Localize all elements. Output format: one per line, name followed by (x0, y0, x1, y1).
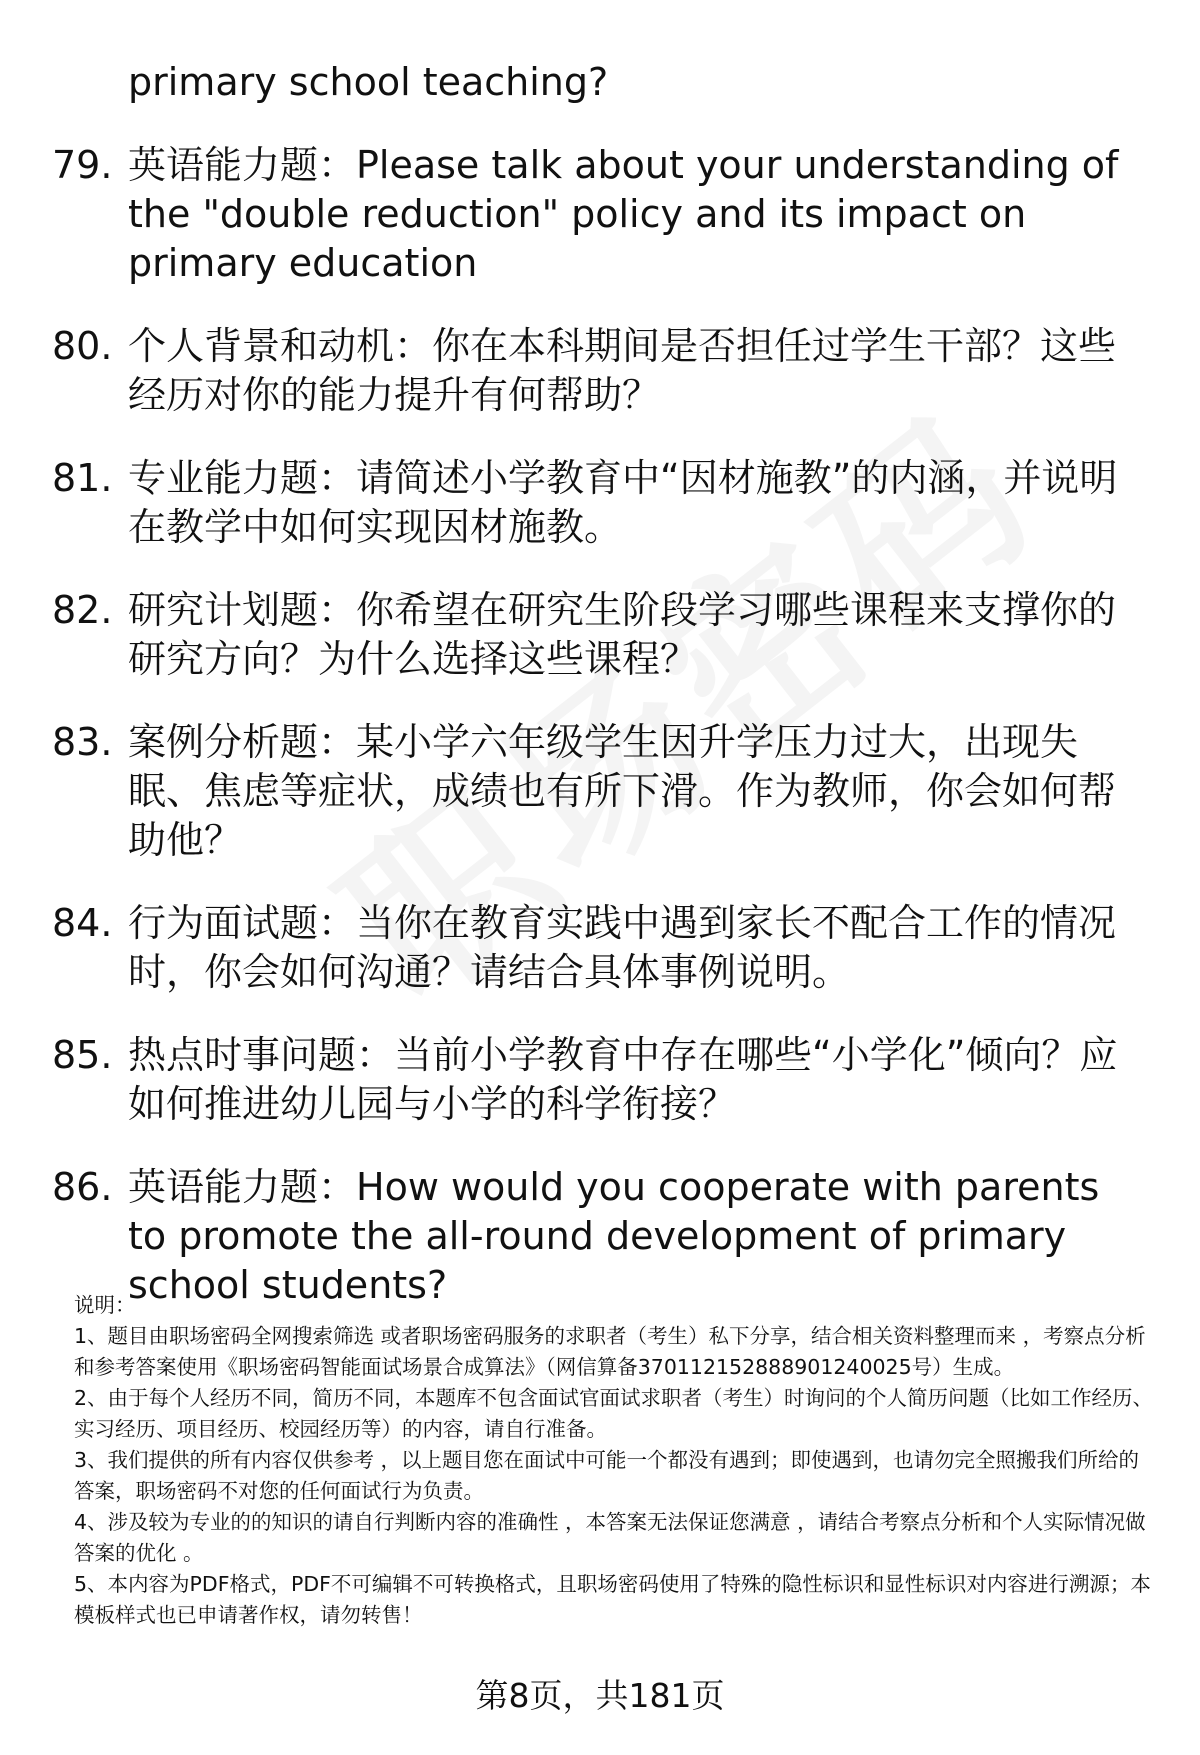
note-item: 5、本内容为PDF格式，PDF不可编辑不可转换格式，且职场密码使用了特殊的隐性标识和显性标识对内容进行溯源；本模板样式也已申请著作权，请勿转售！ (74, 1572, 1151, 1627)
question-number: 79. (52, 143, 113, 187)
question-78-continuation: primary school teaching? (128, 60, 609, 104)
question-text: 个人背景和动机：你在本科期间是否担任过学生干部？这些经历对你的能力提升有何帮助？ (128, 324, 1117, 417)
page-number: 第8页，共181页 (475, 1676, 725, 1715)
question-number: 81. (52, 456, 113, 500)
note-item: 1、题目由职场密码全网搜索筛选 或者职场密码服务的求职者（考生）私下分享，结合相关资料整理而来 ，考察点分析和参考答案使用《职场密码智能面试场景合成算法》（网信算备370112152888901240025号）生成。 (74, 1324, 1146, 1379)
question-text: 英语能力题：How would you cooperate with parents to promote the all-round development of primary school students? (128, 1165, 1100, 1307)
notes-section (74, 1290, 1154, 1631)
question-number: 84. (52, 901, 113, 945)
question-item (0, 322, 1200, 420)
question-number: 82. (52, 588, 113, 632)
question-item (0, 899, 1200, 997)
note-item: 3、我们提供的所有内容仅供参考 ，以上题目您在面试中可能一个都没有遇到；即使遇到，也请勿完全照搬我们所给的答案，职场密码不对您的任何面试行为负责。 (74, 1448, 1140, 1503)
note-item: 2、由于每个人经历不同，简历不同，本题库不包含面试官面试求职者（考生）时询问的个人简历问题（比如工作经历、实习经历、项目经历、校园经历等）的内容，请自行准备。 (74, 1386, 1154, 1441)
note-item: 4、涉及较为专业的的知识的请自行判断内容的准确性 ，本答案无法保证您满意 ，请结合考察点分析和个人实际情况做答案的优化 。 (74, 1510, 1146, 1565)
question-list (0, 141, 1200, 1344)
question-number: 85. (52, 1033, 113, 1077)
question-number: 80. (52, 324, 113, 368)
question-item (0, 454, 1200, 552)
question-text: 行为面试题：当你在教育实践中遇到家长不配合工作的情况时，你会如何沟通？请结合具体事例说明。 (128, 901, 1117, 994)
question-text: 案例分析题：某小学六年级学生因升学压力过大，出现失眠、焦虑等症状，成绩也有所下滑。作为教师，你会如何帮助他？ (128, 720, 1117, 862)
question-text: 研究计划题：你希望在研究生阶段学习哪些课程来支撑你的研究方向？为什么选择这些课程？ (128, 588, 1117, 681)
question-item (0, 1031, 1200, 1129)
question-number: 83. (52, 720, 113, 764)
question-text: 英语能力题：Please talk about your understanding of the "double reduction" policy and its impact on primary education (128, 143, 1119, 285)
question-text: 专业能力题：请简述小学教育中“因材施教”的内涵，并说明在教学中如何实现因材施教。 (128, 456, 1118, 549)
question-item (0, 586, 1200, 684)
question-item (0, 141, 1200, 288)
notes-heading: 说明： (74, 1293, 136, 1317)
question-number: 86. (52, 1165, 113, 1209)
question-text: 热点时事问题：当前小学教育中存在哪些“小学化”倾向？应如何推进幼儿园与小学的科学衔接？ (128, 1033, 1118, 1126)
question-item (0, 1163, 1200, 1310)
question-item (0, 718, 1200, 865)
